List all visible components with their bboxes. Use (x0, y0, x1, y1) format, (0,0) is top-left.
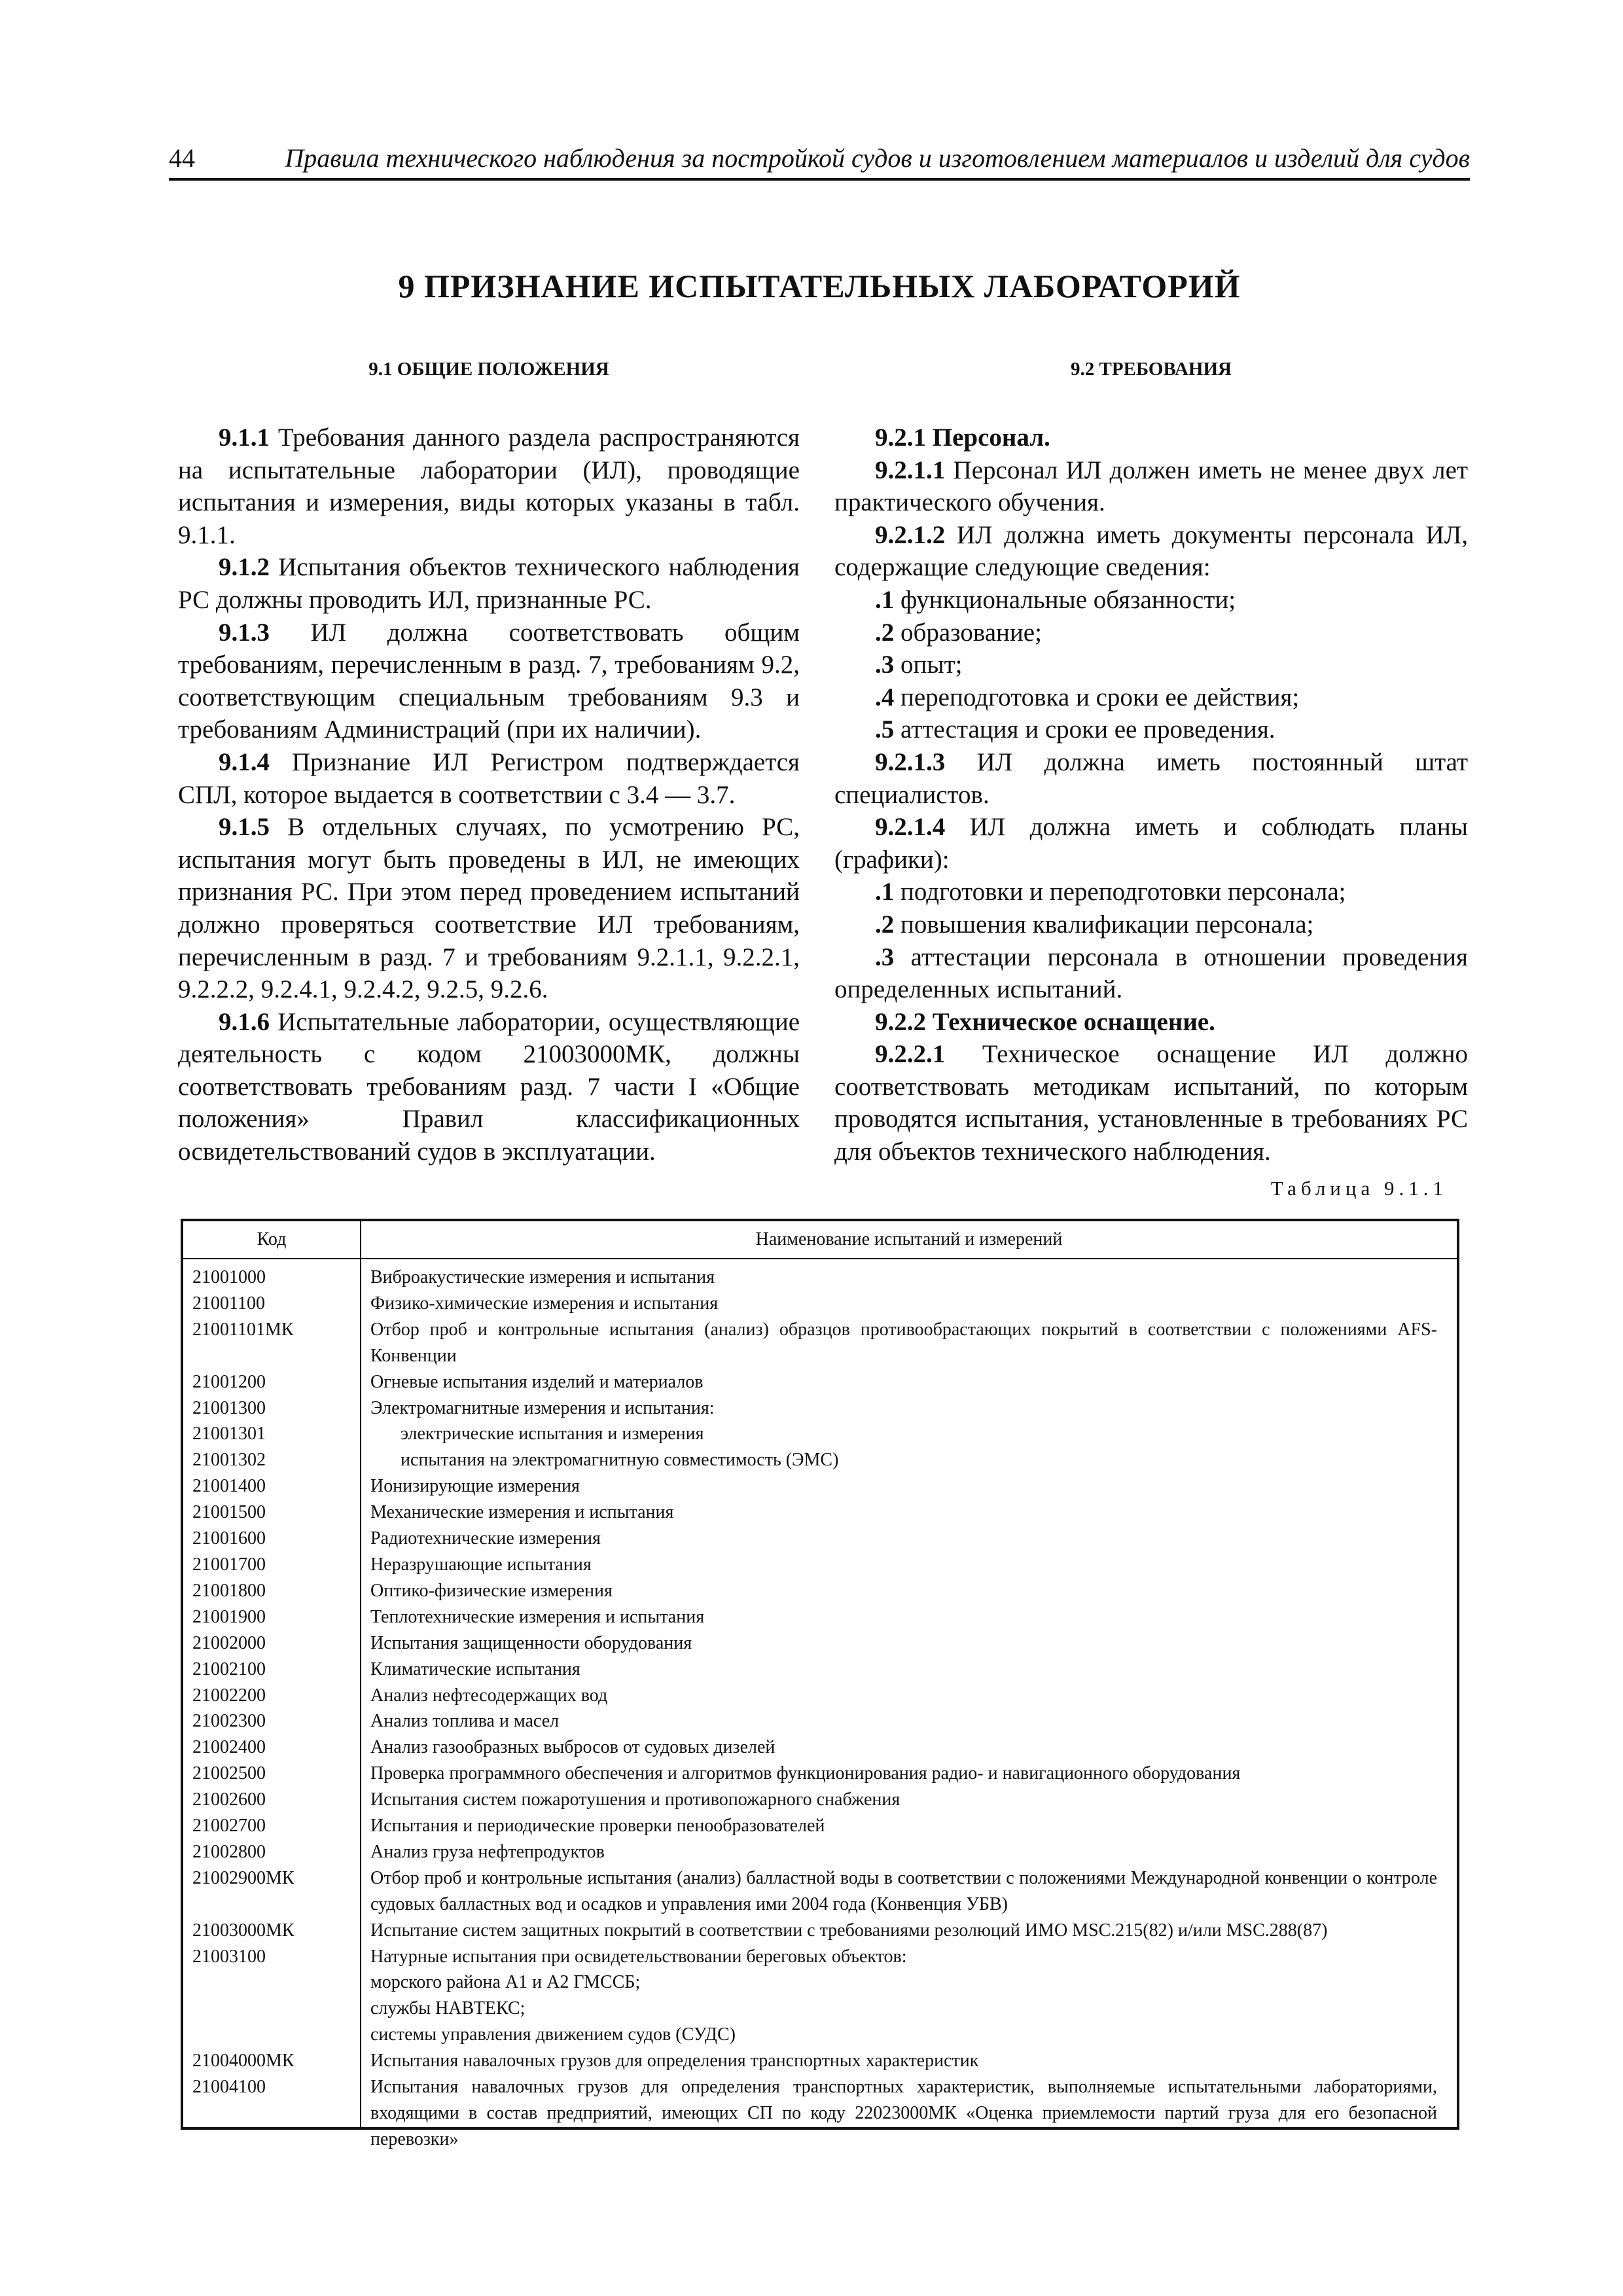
table-cell-name (370, 1578, 1437, 1604)
table-cell-code: 21001200 (192, 1371, 266, 1392)
table-row (183, 1918, 1457, 1944)
paragraph-9-1-5: 9.1.5 В отдельных случаях, по усмотрению РС, испытания могут быть проведены в ИЛ, не имеющих признания РС. При этом перед проведением испытаний должно проверяться соответствие ИЛ требованиям, перечисленным в разд. 7 и требованиям 9.2.1.1, 9.2.2.1, 9.2.2.2, 9.2.4.1, 9.2.4.2, 9.2.5, 9.2.6. (178, 813, 800, 1004)
list-item: .5 аттестация и сроки ее проведения. (875, 715, 1275, 744)
table-row (183, 1447, 1457, 1473)
paragraph-9-2-2-1: 9.2.2.1 Техническое оснащение ИЛ должно соответствовать методикам испытаний, по которым проводятся испытания, установленные в требованиях РС для объектов технического наблюдения. (834, 1040, 1468, 1166)
table-cell-name-text: Отбор проб и контрольные испытания (анализ) балластной воды в соответствии с положениями Международной конвенции о контроле судовых балластных вод и осадков и управления ими 2004 года (Конвенция УБВ) (370, 1867, 1437, 1914)
table-row (183, 1552, 1457, 1578)
table-cell-name-text: Физико-химические измерения и испытания (370, 1293, 719, 1314)
table-cell-name-text: Испытания навалочных грузов для определения транспортных характеристик (370, 2051, 979, 2072)
table-cell-name-text: Испытания защищенности оборудования (370, 1632, 692, 1653)
table-cell-code: 21002300 (192, 1711, 266, 1732)
paragraph-9-2-1-1: 9.2.1.1 Персонал ИЛ должен иметь не менее двух лет практического обучения. (834, 456, 1468, 517)
table-cell-name-text: Анализ груза нефтепродуктов (370, 1841, 605, 1862)
table-cell-code: 21001302 (192, 1450, 266, 1471)
table-cell-name (370, 1657, 1437, 1683)
table-row (183, 1317, 1457, 1369)
paragraph-9-1-3: 9.1.3 ИЛ должна соответствовать общим требованиям, перечисленным в разд. 7, требованиям 9.2, соответствующим специальным требованиям 9.3 и требованиям Администраций (при их наличии). (178, 618, 800, 744)
paragraph-9-2-1-4: 9.2.1.4 ИЛ должна иметь и соблюдать планы (графики): (834, 813, 1468, 874)
table-cell-name-text: Электромагнитные измерения и испытания: (370, 1397, 715, 1418)
right-column (834, 422, 1468, 1168)
table-cell-name (370, 1447, 1437, 1473)
table-cell-name-text: Климатические испытания (370, 1659, 580, 1679)
table-row (183, 1604, 1457, 1630)
left-column (178, 422, 800, 1168)
table-cell-name-text: Виброакустические измерения и испытания (370, 1267, 715, 1287)
table-cell-name-text: Механические измерения и испытания (370, 1502, 674, 1523)
table-row (183, 2048, 1457, 2074)
paragraph-9-1-6: 9.1.6 Испытательные лаборатории, осуществляющие деятельность с кодом 21003000МК, должны соответствовать требованиям разд. 7 части I «Общие положения» Правил классификационных освидетельствований судов в эксплуатации. (178, 1007, 800, 1166)
table-cell-name-text: Анализ топлива и масел (370, 1711, 560, 1732)
table-cell-code: 21002600 (192, 1789, 266, 1810)
table-row (183, 1787, 1457, 1813)
table-body (183, 1265, 1457, 2153)
table-cell-name (370, 1683, 1437, 1709)
table-cell-name-text: Натурные испытания при освидетельствовании береговых объектов: (370, 1946, 907, 1967)
table-cell-name (370, 1369, 1437, 1395)
table-cell-name (370, 1944, 1437, 2049)
table-caption: Таблица 9.1.1 (1270, 1177, 1448, 1200)
running-title: Правила технического наблюдения за постройкой судов и изготовлением материалов и изделий для судов (285, 143, 1470, 173)
table-row (183, 1813, 1457, 1839)
table-cell-code: 21001700 (192, 1554, 266, 1575)
header-name: Наименование испытаний и измерений (755, 1229, 1063, 1249)
paragraph-9-1-1: 9.1.1 Требования данного раздела распространяются на испытательные лаборатории (ИЛ), проводящие испытания и измерения, виды которых указаны в табл. 9.1.1. (178, 423, 800, 549)
table-cell-name (370, 1918, 1437, 1944)
table-cell-name-text: Проверка программного обеспечения и алгоритмов функционирования радио- и навигационного оборудования (370, 1763, 1241, 1784)
table-cell-code: 21002000 (192, 1632, 266, 1653)
table-cell-name-text: Радиотехнические измерения (370, 1528, 601, 1549)
table-cell-name (370, 1787, 1437, 1813)
table-cell-name (370, 1473, 1437, 1499)
table-cell-name-text: Отбор проб и контрольные испытания (анализ) образцов противообрастающих покрытий в соответствии с положениями AFS-Конвенции (370, 1319, 1437, 1366)
table-cell-code: 21001400 (192, 1476, 266, 1497)
table-cell-code: 21002800 (192, 1841, 266, 1862)
table-cell-name-text: испытания на электромагнитную совместимость (ЭМС) (401, 1450, 839, 1471)
table-cell-name (370, 1291, 1437, 1317)
table-row (183, 1944, 1457, 2049)
paragraph-9-1-2: 9.1.2 Испытания объектов технического наблюдения РС должны проводить ИЛ, признанные РС. (178, 553, 800, 614)
section-title-general: 9.1 ОБЩИЕ ПОЛОЖЕНИЯ (368, 359, 609, 380)
list-item: .3 аттестации персонала в отношении проведения определенных испытаний. (834, 942, 1468, 1004)
table-cell-sub-item: морского района А1 и А2 ГМССБ; (370, 1972, 641, 1993)
table-cell-code: 21001000 (192, 1267, 266, 1287)
running-header (169, 140, 1470, 181)
table-row (183, 1578, 1457, 1604)
table-cell-name (370, 1265, 1437, 1291)
table-cell-code: 21002700 (192, 1816, 266, 1837)
table-cell-name-text: Испытание систем защитных покрытий в соответствии с требованиями резолюций ИМО MSC.215(82) и/или MSC.288(87) (370, 1920, 1328, 1941)
list-item: .1 подготовки и переподготовки персонала; (875, 878, 1346, 906)
table-cell-code: 21002100 (192, 1659, 266, 1679)
table-row (183, 1761, 1457, 1787)
table-cell-code: 21001600 (192, 1528, 266, 1549)
table-cell-name-text: Теплотехнические измерения и испытания (370, 1606, 705, 1627)
table-cell-name (370, 1708, 1437, 1734)
table-cell-name (370, 1734, 1437, 1761)
table-cell-code: 21001101МК (192, 1319, 294, 1340)
table-cell-name (370, 1813, 1437, 1839)
table-row (183, 1657, 1457, 1683)
heading-equipment: 9.2.2 Техническое оснащение. (875, 1007, 1215, 1036)
table-row (183, 1865, 1457, 1918)
table-row (183, 1499, 1457, 1526)
table-cell-sub-item: службы НАВТЕКС; (370, 1998, 526, 2019)
table-row (183, 1265, 1457, 1291)
list-item: .2 повышения квалификации персонала; (875, 910, 1314, 939)
table-row (183, 1369, 1457, 1395)
table-cell-code: 21002500 (192, 1763, 266, 1784)
table-cell-name-text: Неразрушающие испытания (370, 1554, 592, 1575)
paragraph-9-2-1-2: 9.2.1.2 ИЛ должна иметь документы персонала ИЛ, содержащие следующие сведения: (834, 520, 1468, 582)
list-item: .2 образование; (875, 618, 1042, 647)
table-header (183, 1221, 1457, 1259)
table-row (183, 1734, 1457, 1761)
table-cell-code: 21002200 (192, 1685, 266, 1706)
table-cell-code: 21002400 (192, 1737, 266, 1758)
list-item: .1 функциональные обязанности; (875, 585, 1236, 614)
table-row (183, 1708, 1457, 1734)
chapter-title: 9 ПРИЗНАНИЕ ИСПЫТАТЕЛЬНЫХ ЛАБОРАТОРИЙ (398, 268, 1241, 304)
table-cell-code: 21002900МК (192, 1867, 294, 1888)
table-cell-name-text: Оптико-физические измерения (370, 1580, 613, 1601)
list-item: .3 опыт; (875, 651, 963, 679)
table-row (183, 1395, 1457, 1422)
page-number: 44 (169, 143, 195, 173)
table-cell-name (370, 1761, 1437, 1787)
table-cell-name (370, 1604, 1437, 1630)
table-cell-name-text: Анализ нефтесодержащих вод (370, 1685, 608, 1706)
table-cell-name (370, 2048, 1437, 2074)
table-cell-code: 21001500 (192, 1502, 266, 1523)
table-cell-name (370, 1865, 1437, 1918)
table-cell-name-text: Испытания и периодические проверки пенообразователей (370, 1816, 825, 1837)
table-cell-code: 21004100 (192, 2077, 266, 2098)
table-cell-name-text: Анализ газообразных выбросов от судовых дизелей (370, 1737, 776, 1758)
table-row (183, 1683, 1457, 1709)
table-cell-code: 21001900 (192, 1606, 266, 1627)
table-cell-code: 21001301 (192, 1424, 266, 1444)
table-cell-code: 21001100 (192, 1293, 265, 1314)
heading-personnel: 9.2.1 Персонал. (875, 423, 1050, 452)
table-cell-name (370, 1421, 1437, 1447)
table-cell-name-text: Испытания систем пожаротушения и противопожарного снабжения (370, 1789, 901, 1810)
table-row (183, 1839, 1457, 1865)
table-cell-name-text: электрические испытания и измерения (401, 1424, 704, 1444)
list-item: .4 переподготовка и сроки ее действия; (875, 683, 1300, 711)
tests-table (181, 1219, 1459, 2149)
paragraph-9-2-1-3: 9.2.1.3 ИЛ должна иметь постоянный штат специалистов. (834, 747, 1468, 809)
section-title-requirements: 9.2 ТРЕБОВАНИЯ (1071, 359, 1232, 380)
table-cell-code: 21004000МК (192, 2051, 294, 2072)
table-cell-sub-item: системы управления движением судов (СУДС) (370, 2024, 736, 2045)
table-row (183, 1291, 1457, 1317)
table-cell-name (370, 1839, 1437, 1865)
table-cell-code: 21001800 (192, 1580, 266, 1601)
table-cell-name (370, 1552, 1437, 1578)
table-row (183, 1473, 1457, 1499)
table-row (183, 1421, 1457, 1447)
table-cell-name (370, 1395, 1437, 1422)
table-cell-name-text: Ионизирующие измерения (370, 1476, 580, 1497)
table-cell-code: 21003000МК (192, 1920, 294, 1941)
table-cell-name (370, 1630, 1437, 1657)
table-cell-name (370, 1317, 1437, 1369)
table-cell-name (370, 2074, 1437, 2153)
table-row (183, 1526, 1457, 1552)
table-cell-code: 21001300 (192, 1397, 266, 1418)
table-cell-name (370, 1526, 1437, 1552)
table-cell-code: 21003100 (192, 1946, 266, 1967)
table-row (183, 2074, 1457, 2153)
paragraph-9-1-4: 9.1.4 Признание ИЛ Регистром подтверждается СПЛ, которое выдается в соответствии с 3.4 — 3.7. (178, 747, 800, 809)
header-code: Код (257, 1229, 287, 1249)
table-cell-name-text: Огневые испытания изделий и материалов (370, 1371, 704, 1392)
table-cell-name-text: Испытания навалочных грузов для определения транспортных характеристик, выполняемые испытательными лабораториями, входящими в состав предприятий, имеющих СП по коду 22023000МК «Оценка приемлемости партий груза для его безопасной перевозки» (370, 2077, 1437, 2149)
table-cell-name (370, 1499, 1437, 1526)
table-row (183, 1630, 1457, 1657)
